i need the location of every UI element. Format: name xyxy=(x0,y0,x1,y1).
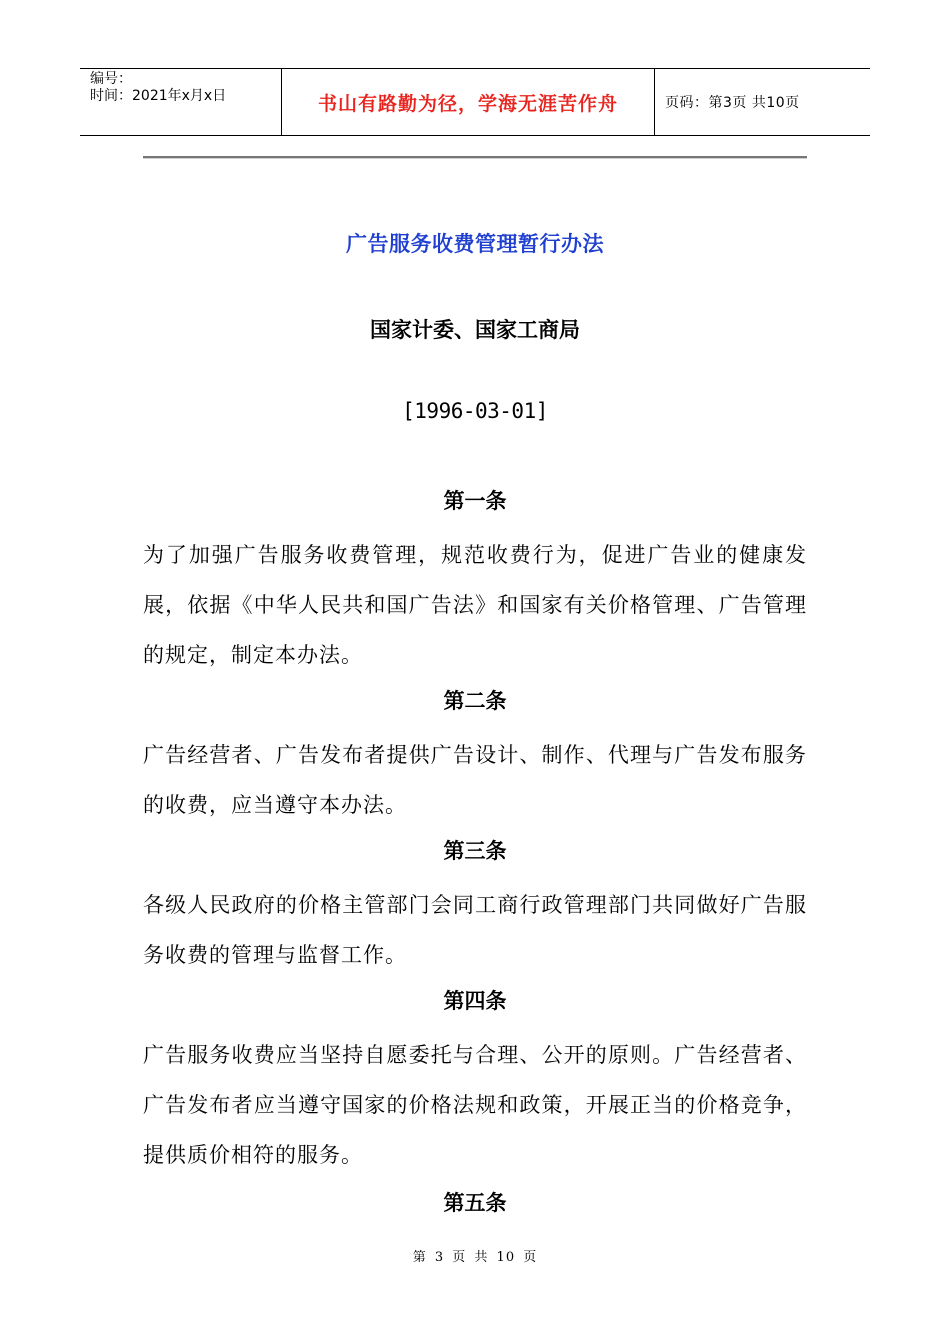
page-header xyxy=(80,68,870,136)
page-info-text: 页码：第3页 共10页 xyxy=(665,95,800,111)
page-footer: 第 3 页 共 10 页 xyxy=(412,1250,538,1265)
article-text: 广告服务收费应当坚持自愿委托与合理、公开的原则。广告经营者、广告发布者应当遵守国家的价格法规和政策，开展正当的价格竞争，提供质价相符的服务。 xyxy=(143,1043,807,1167)
article-heading: 第三条 xyxy=(443,839,507,863)
article-2 xyxy=(143,680,807,830)
header-motto xyxy=(282,69,655,135)
article-5 xyxy=(143,1182,807,1232)
header-page-info xyxy=(655,69,870,135)
article-text: 为了加强广告服务收费管理，规范收费行为，促进广告业的健康发展，依据《中华人民共和国广告法》和国家有关价格管理、广告管理的规定，制定本办法。 xyxy=(143,543,807,667)
motto-text: 书山有路勤为径，学海无涯苦作舟 xyxy=(317,92,618,115)
header-meta xyxy=(80,69,282,135)
article-text: 各级人民政府的价格主管部门会同工商行政管理部门共同做好广告服务收费的管理与监督工作。 xyxy=(143,893,807,967)
header-divider xyxy=(143,156,807,159)
document-title: 广告服务收费管理暂行办法 xyxy=(346,232,604,256)
article-heading: 第五条 xyxy=(443,1191,507,1215)
article-4 xyxy=(143,980,807,1180)
document-issuer: 国家计委、国家工商局 xyxy=(370,318,580,342)
article-heading: 第二条 xyxy=(443,689,507,713)
time-label: 时间：2021年x月x日 xyxy=(90,88,227,104)
document-body xyxy=(143,480,807,1232)
number-label: 编号： xyxy=(90,71,132,87)
article-heading: 第一条 xyxy=(443,489,507,513)
article-heading: 第四条 xyxy=(443,989,507,1013)
article-3 xyxy=(143,830,807,980)
article-text: 广告经营者、广告发布者提供广告设计、制作、代理与广告发布服务的收费，应当遵守本办法。 xyxy=(143,743,807,817)
document-date: [1996-03-01] xyxy=(402,399,548,423)
article-1 xyxy=(143,480,807,680)
